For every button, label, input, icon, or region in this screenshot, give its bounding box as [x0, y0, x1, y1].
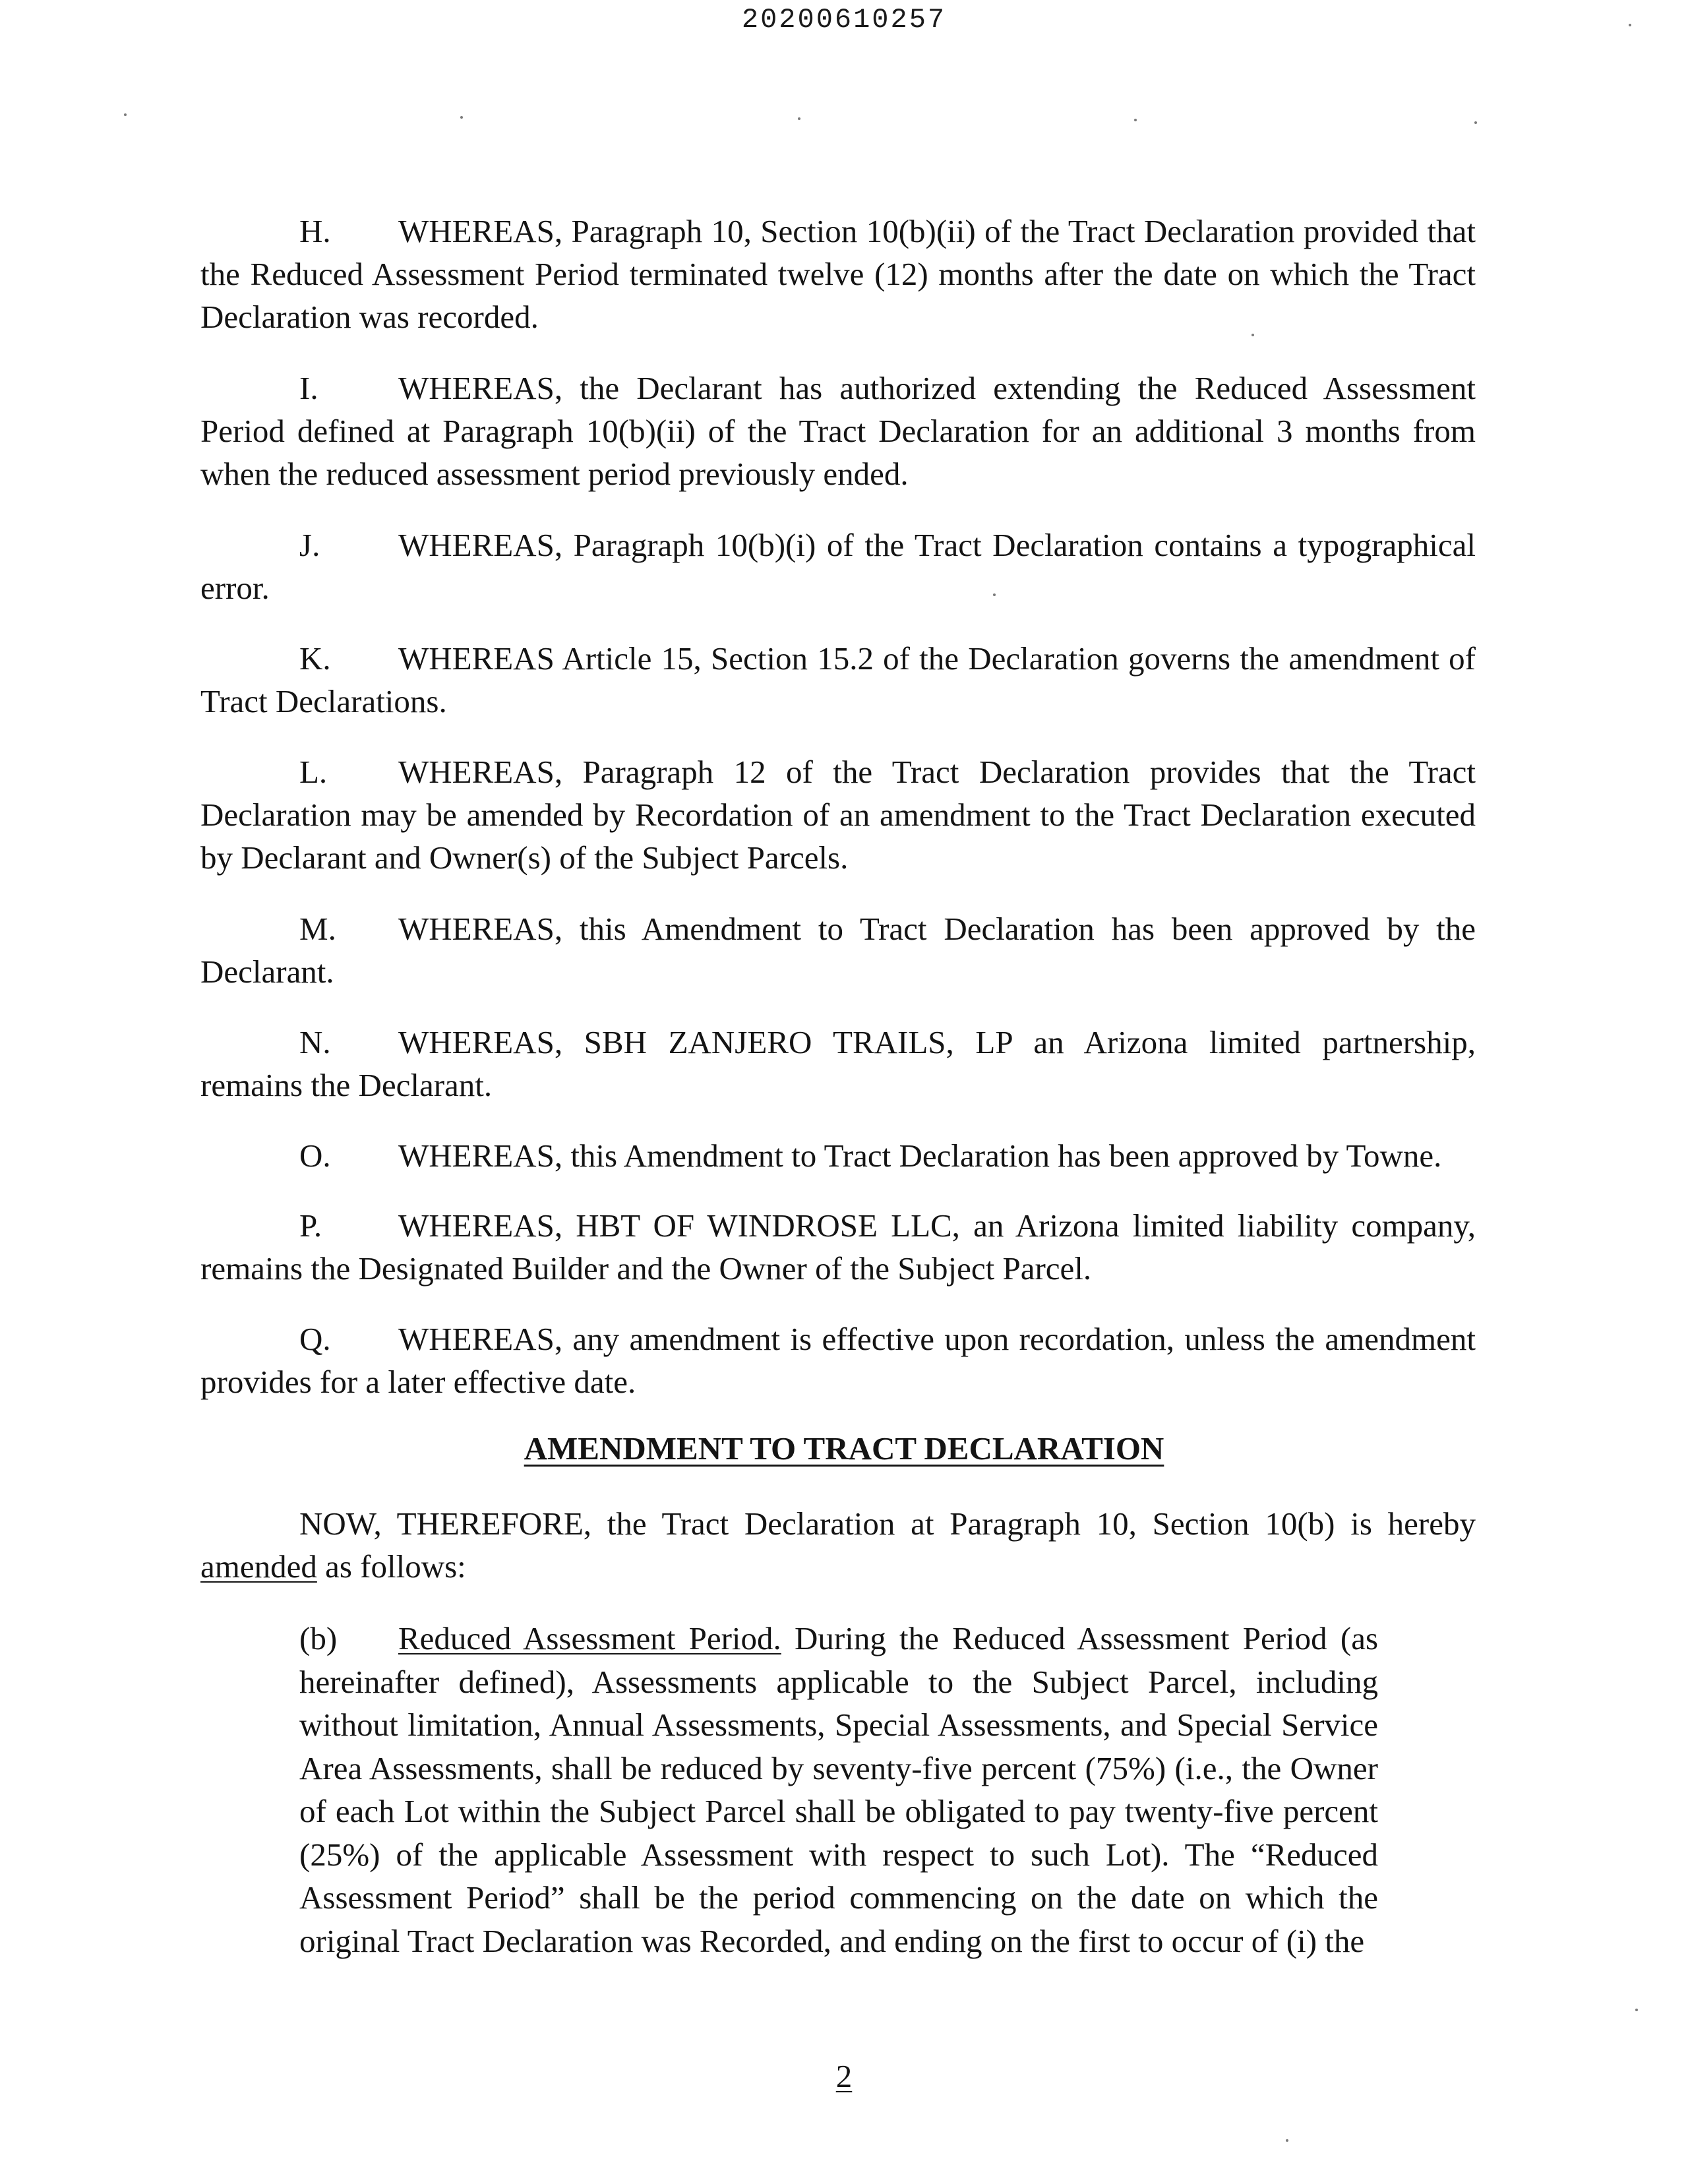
scan-speck — [1629, 24, 1631, 26]
recital-letter: O. — [299, 1138, 331, 1174]
recital-text: WHEREAS, SBH ZANJERO TRAILS, LP an Arizona limited partnership, remains the Declarant. — [200, 1024, 1476, 1103]
recital-text: WHEREAS, this Amendment to Tract Declaration has been approved by the Declarant. — [200, 911, 1476, 990]
recital-letter: M. — [299, 911, 336, 947]
amendment-intro-end: as follows: — [325, 1548, 466, 1585]
recital-letter: P. — [299, 1207, 322, 1244]
scan-speck — [124, 113, 127, 116]
recital-text: WHEREAS, this Amendment to Tract Declaration has been approved by Towne. — [398, 1138, 1442, 1174]
section-title: Reduced Assessment Period. — [398, 1620, 781, 1656]
scan-speck — [1134, 119, 1137, 121]
amendment-intro-start: NOW, THEREFORE, the Tract Declaration at Paragraph 10, Section 10(b) is hereby — [299, 1505, 1476, 1542]
scan-speck — [460, 116, 463, 119]
amendment-heading: AMENDMENT TO TRACT DECLARATION — [524, 1430, 1164, 1467]
recital-text: WHEREAS, HBT OF WINDROSE LLC, an Arizona limited liability company, remains the Designated Builder and the Owner of the Subject Parcel. — [200, 1207, 1476, 1287]
section-text: During the Reduced Assessment Period (as hereinafter defined), Assessments applicable to the Subject Parcel, including without limitation, Annual Assessments, Special Assessments, and Special Service Area Assessments, shall be reduced by seventy-five percent (75%) (i.e., the Owner of each Lot within the Subject Parcel shall be obligated to pay twenty-five percent (25%) of the applicable Assessment with respect to such Lot). The “Reduced Assessment Period” shall be the period commencing on the date on which the original Tract Declaration was Recorded, and ending on the first to occur of (i) the — [299, 1620, 1379, 1959]
amended-section-b — [299, 1617, 1378, 1962]
recital-p — [200, 1204, 1476, 1290]
section-letter: (b) — [299, 1620, 338, 1656]
recital-text: WHEREAS, Paragraph 10, Section 10(b)(ii) of the Tract Declaration provided that the Reduced Assessment Period terminated twelve (12) months after the date on which the Tract Declaration was recorded. — [200, 213, 1476, 335]
recital-letter: I. — [299, 370, 318, 406]
recording-number: 20200610257 — [741, 4, 947, 36]
page-number: 2 — [835, 2058, 853, 2094]
recital-k — [200, 637, 1476, 723]
scan-speck — [1286, 2139, 1288, 2142]
recital-letter: N. — [299, 1024, 331, 1060]
recital-letter: Q. — [299, 1321, 331, 1357]
recital-text: WHEREAS, Paragraph 12 of the Tract Declaration provides that the Tract Declaration may be amended by Recordation of an amendment to the Tract Declaration executed by Declarant and Owner(s) of the Subject Parcels. — [200, 754, 1476, 876]
scan-speck — [1474, 121, 1477, 124]
recital-n — [200, 1021, 1476, 1107]
recital-h — [200, 210, 1476, 338]
recital-m — [200, 907, 1476, 993]
recital-q — [200, 1318, 1476, 1403]
amendment-intro — [200, 1502, 1476, 1588]
recital-letter: L. — [299, 754, 328, 790]
recital-letter: H. — [299, 213, 331, 249]
scan-speck — [1635, 2009, 1638, 2011]
recital-j — [200, 524, 1476, 609]
recital-text: WHEREAS, any amendment is effective upon recordation, unless the amendment provides for a later effective date. — [200, 1321, 1476, 1400]
amendment-intro-underlined: amended — [200, 1548, 317, 1585]
recital-text: WHEREAS Article 15, Section 15.2 of the Declaration governs the amendment of Tract Declarations. — [200, 640, 1476, 719]
recital-l — [200, 750, 1476, 879]
scan-speck — [798, 117, 800, 120]
recital-text: WHEREAS, Paragraph 10(b)(i) of the Tract Declaration contains a typographical error. — [200, 527, 1476, 606]
recital-text: WHEREAS, the Declarant has authorized extending the Reduced Assessment Period defined at Paragraph 10(b)(ii) of the Tract Declaration for an additional 3 months from when the reduced assessment period previously ended. — [200, 370, 1476, 492]
recital-o — [200, 1134, 1476, 1177]
recital-letter: J. — [299, 527, 320, 563]
recital-letter: K. — [299, 640, 331, 677]
recital-i — [200, 367, 1476, 495]
